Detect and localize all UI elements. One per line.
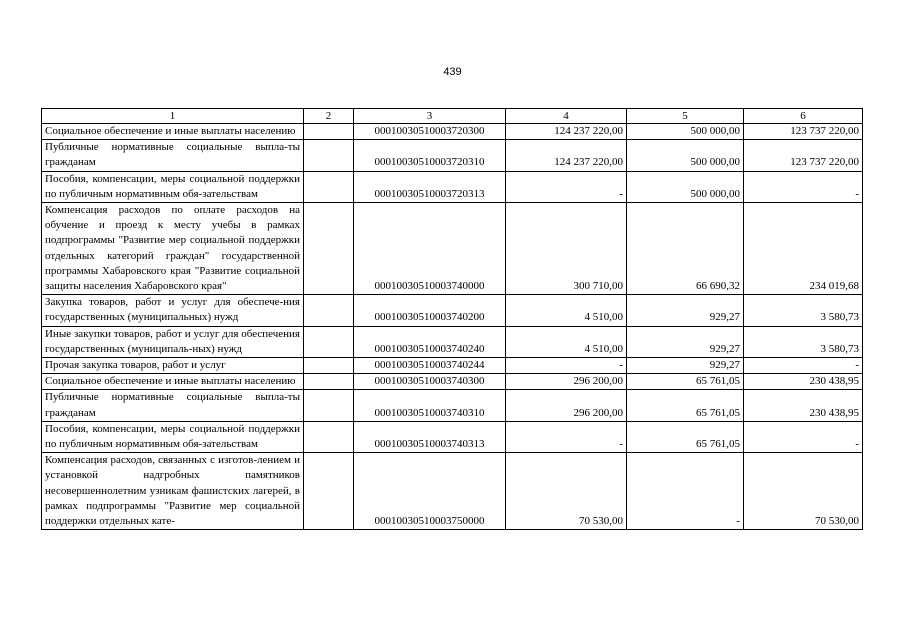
row-col2 [304, 295, 354, 326]
page-number: 439 [443, 66, 462, 78]
row-value-6: 123 737 220,00 [744, 124, 863, 140]
row-value-6: - [744, 421, 863, 452]
row-code: 00010030510003720300 [354, 124, 506, 140]
row-name: Пособия, компенсации, меры социальной поддержки по публичным нормативным обя-зательствам [42, 421, 304, 452]
table-row [42, 295, 863, 326]
row-value-6: 70 530,00 [744, 453, 863, 530]
row-value-4: - [506, 171, 627, 202]
column-header: 3 [354, 109, 506, 124]
row-value-4: 124 237 220,00 [506, 140, 627, 171]
row-value-5: 65 761,05 [627, 390, 744, 421]
row-value-5: 500 000,00 [627, 124, 744, 140]
row-code: 00010030510003740244 [354, 358, 506, 374]
row-value-5: 929,27 [627, 295, 744, 326]
row-value-5: 66 690,32 [627, 203, 744, 295]
table-row [42, 390, 863, 421]
table-row [42, 124, 863, 140]
row-name: Публичные нормативные социальные выпла-ты гражданам [42, 140, 304, 171]
column-header: 6 [744, 109, 863, 124]
table-row [42, 374, 863, 390]
row-col2 [304, 203, 354, 295]
row-col2 [304, 140, 354, 171]
column-header: 4 [506, 109, 627, 124]
table-row [42, 453, 863, 530]
row-value-4: 300 710,00 [506, 203, 627, 295]
row-code: 00010030510003720313 [354, 171, 506, 202]
table-row [42, 358, 863, 374]
row-value-5: 929,27 [627, 326, 744, 357]
row-value-4: 296 200,00 [506, 390, 627, 421]
row-code: 00010030510003740240 [354, 326, 506, 357]
row-name: Иные закупки товаров, работ и услуг для обеспечения государственных (муниципаль-ных) нужд [42, 326, 304, 357]
row-code: 00010030510003740313 [354, 421, 506, 452]
row-name: Социальное обеспечение и иные выплаты населению [42, 124, 304, 140]
row-value-4: - [506, 358, 627, 374]
row-value-4: 70 530,00 [506, 453, 627, 530]
row-value-6: - [744, 171, 863, 202]
row-value-5: 929,27 [627, 358, 744, 374]
row-name: Социальное обеспечение и иные выплаты населению [42, 374, 304, 390]
row-col2 [304, 453, 354, 530]
row-value-4: 296 200,00 [506, 374, 627, 390]
row-value-6: 230 438,95 [744, 390, 863, 421]
row-value-5: - [627, 453, 744, 530]
row-value-6: 230 438,95 [744, 374, 863, 390]
row-value-4: 124 237 220,00 [506, 124, 627, 140]
column-header: 1 [42, 109, 304, 124]
table-row [42, 421, 863, 452]
row-col2 [304, 326, 354, 357]
row-value-4: 4 510,00 [506, 326, 627, 357]
row-value-5: 500 000,00 [627, 171, 744, 202]
row-name: Пособия, компенсации, меры социальной поддержки по публичным нормативным обя-зательствам [42, 171, 304, 202]
column-header: 2 [304, 109, 354, 124]
table-row [42, 203, 863, 295]
row-code: 00010030510003740200 [354, 295, 506, 326]
budget-table [41, 108, 863, 530]
row-col2 [304, 374, 354, 390]
row-code: 00010030510003740300 [354, 374, 506, 390]
row-value-4: 4 510,00 [506, 295, 627, 326]
row-name: Компенсация расходов по оплате расходов на обучение и проезд к месту учебы в рамках подпрограммы "Развитие мер социальной поддержки отдельных категорий граждан" государственной программы Хабаровского края "Развитие социальной защиты населения Хабаровского края" [42, 203, 304, 295]
row-col2 [304, 390, 354, 421]
row-code: 00010030510003750000 [354, 453, 506, 530]
row-name: Прочая закупка товаров, работ и услуг [42, 358, 304, 374]
table-header-row [42, 109, 863, 124]
row-col2 [304, 358, 354, 374]
row-value-6: - [744, 358, 863, 374]
row-value-6: 123 737 220,00 [744, 140, 863, 171]
row-value-4: - [506, 421, 627, 452]
row-name: Публичные нормативные социальные выпла-ты гражданам [42, 390, 304, 421]
row-code: 00010030510003740310 [354, 390, 506, 421]
row-code: 00010030510003740000 [354, 203, 506, 295]
row-name: Компенсация расходов, связанных с изготов-лением и установкой надгробных памятников несовершеннолетним узникам фашистских лагерей, в рамках подпрограммы "Развитие мер социальной поддержки отдельных кате- [42, 453, 304, 530]
column-header: 5 [627, 109, 744, 124]
row-value-5: 65 761,05 [627, 421, 744, 452]
row-col2 [304, 124, 354, 140]
table-row [42, 326, 863, 357]
row-value-5: 500 000,00 [627, 140, 744, 171]
row-value-5: 65 761,05 [627, 374, 744, 390]
row-name: Закупка товаров, работ и услуг для обеспече-ния государственных (муниципальных) нужд [42, 295, 304, 326]
table-row [42, 171, 863, 202]
table-row [42, 140, 863, 171]
row-col2 [304, 171, 354, 202]
row-value-6: 3 580,73 [744, 326, 863, 357]
row-code: 00010030510003720310 [354, 140, 506, 171]
row-value-6: 3 580,73 [744, 295, 863, 326]
row-col2 [304, 421, 354, 452]
row-value-6: 234 019,68 [744, 203, 863, 295]
